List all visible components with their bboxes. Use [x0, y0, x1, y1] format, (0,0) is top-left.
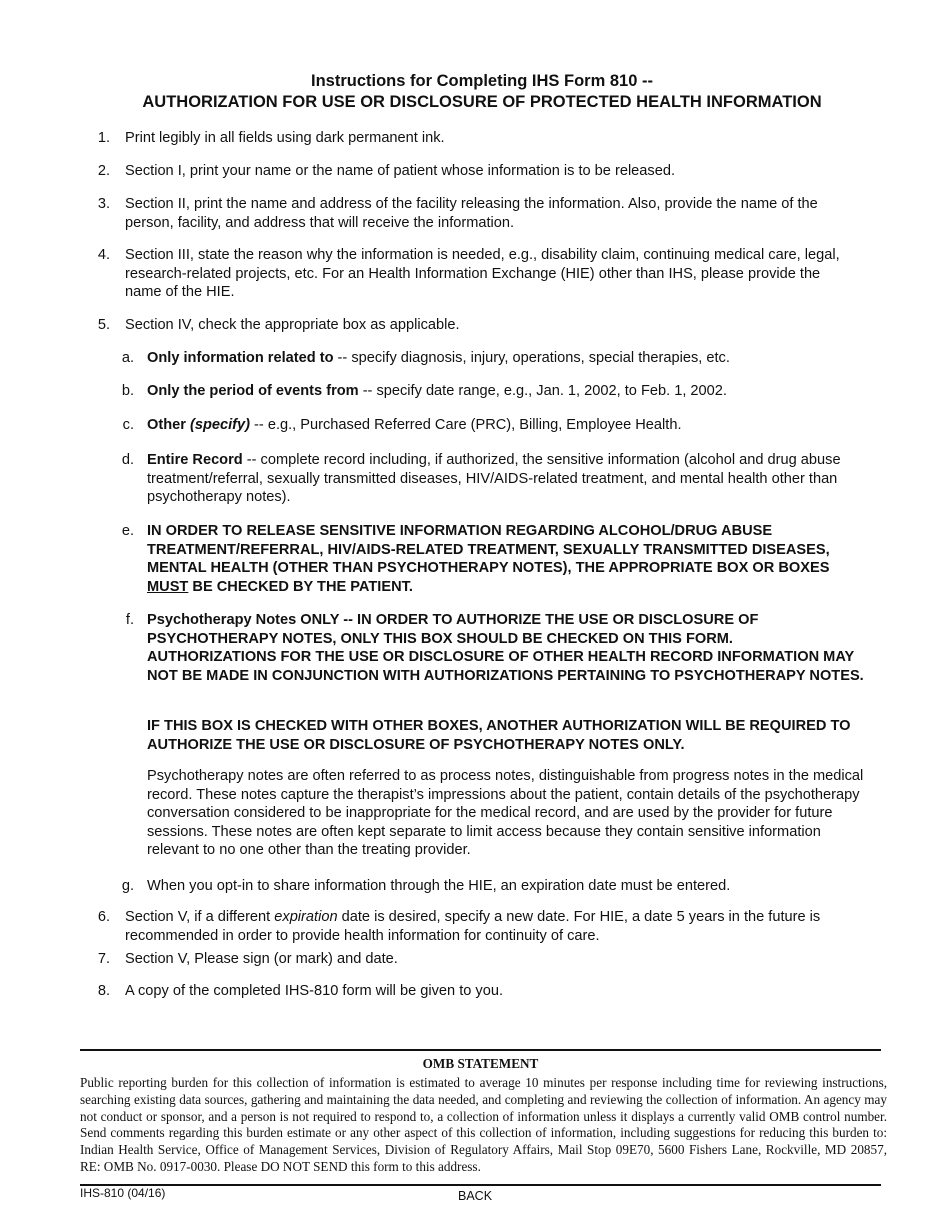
subitem-letter: a. — [121, 350, 134, 366]
subitem-description: -- complete record including, if authorized, the sensitive information (alcohol and drug abuse treatment/referral, sexually transmitted diseases, HIV/AIDS-related treatment, and mental health other than psychotherapy notes). — [147, 452, 841, 506]
subitem-text: When you opt-in to share information through the HIE, an expiration date must be entered. — [147, 878, 731, 894]
subitem-letter: f. — [125, 612, 134, 628]
subitem-f-para-3: Psychotherapy notes are often referred to as process notes, distinguishable from progress notes in the medical record. These notes capture the therapist’s impressions about the patient, contain details of the psychotherapy conversation considered to be inappropriate for the medical record, and are used by the provider for future sessions. These notes are often kept separate to limit access because they contain sensitive information relevant to no one other than the treating provider. — [147, 768, 864, 859]
back-label: BACK — [458, 1189, 493, 1203]
subitem-letter: g. — [121, 878, 134, 894]
subitem-text — [147, 451, 859, 507]
item-text: Section IV, check the appropriate box as applicable. — [125, 317, 460, 333]
item-text — [125, 908, 855, 945]
item-text: Section I, print your name or the name of patient whose information is to be released. — [125, 163, 676, 179]
subitem-text-part: IN ORDER TO RELEASE SENSITIVE INFORMATION REGARDING ALCOHOL/DRUG ABUSE TREATMENT/REFERRAL, HIV/AIDS-RELATED TREATMENT, SEXUALLY TRANSMITTED DISEASES, MENTAL HEALTH (OTHER THAN PSYCHOTHERAPY NOTES), THE APPROPRIATE BOX OR BOXES — [147, 523, 830, 577]
page-title — [0, 71, 950, 113]
subitem-letter: c. — [122, 417, 134, 433]
top-divider — [80, 1049, 881, 1051]
subitem-f-para-1: Psychotherapy Notes ONLY -- IN ORDER TO AUTHORIZE THE USE OR DISCLOSURE OF PSYCHOTHERAPY NOTES, ONLY THIS BOX SHOULD BE CHECKED ON THIS FORM. AUTHORIZATIONS FOR THE USE OR DISCLOSURE OF OTHER HEALTH RECORD INFORMATION MAY NOT BE MADE IN CONJUNCTION WITH AUTHORIZATIONS PERTAINING TO PSYCHOTHERAPY NOTES. — [147, 612, 864, 684]
item-number: 7. — [97, 951, 110, 967]
subitem-bold-label: Entire Record — [147, 452, 243, 468]
item-number: 5. — [97, 317, 110, 333]
title-line-1: Instructions for Completing IHS Form 810 -- — [311, 72, 653, 90]
subitem-text — [147, 349, 862, 368]
subitem-letter: d. — [121, 452, 134, 468]
title-line-2: AUTHORIZATION FOR USE OR DISCLOSURE OF PROTECTED HEALTH INFORMATION — [142, 93, 822, 111]
item-text: Section II, print the name and address of the facility releasing the information. Also, provide the name of the person, facility, and address that will receive the information. — [125, 196, 818, 231]
item-text: Section III, state the reason why the information is needed, e.g., disability claim, continuing medical care, legal, research-related projects, etc. For an Health Information Exchange (HIE) other than IHS, please provide the name of the HIE. — [125, 247, 840, 301]
item-number: 2. — [97, 163, 110, 179]
item-text: Section V, Please sign (or mark) and date. — [125, 951, 398, 967]
subitem-letter: b. — [121, 383, 134, 399]
subitem-f-para-2: IF THIS BOX IS CHECKED WITH OTHER BOXES, ANOTHER AUTHORIZATION WILL BE REQUIRED TO AUTHORIZE THE USE OR DISCLOSURE OF PSYCHOTHERAPY NOTES ONLY. — [147, 718, 851, 753]
item-number: 8. — [97, 983, 110, 999]
omb-body: Public reporting burden for this collection of information is estimated to average 10 minutes per response including time for reviewing instructions, searching existing data sources, gathering and maintaining the data needed, and completing and reviewing the collection of information. An agency may not conduct or sponsor, and a person is not required to respond to, a collection of information unless it displays a currently valid OMB control number. Send comments regarding this burden estimate or any other aspect of this collection of information, including suggestions for reducing this burden to: Indian Health Service, Office of Management Services, Division of Regulatory Affairs, Mail Stop 09E70, 5600 Fishers Lane, Rockville, MD 20857, RE: OMB No. 0917-0030. Please DO NOT SEND this form to this address. — [80, 1075, 887, 1174]
subitem-bold-label: Only information related to — [147, 350, 334, 366]
item-text: Print legibly in all fields using dark permanent ink. — [125, 130, 445, 146]
subitem-text — [147, 382, 862, 401]
item-number: 3. — [97, 196, 110, 212]
subitem-letter: e. — [121, 523, 134, 539]
italic-expiration: expiration — [274, 909, 338, 925]
item-number: 6. — [97, 909, 110, 925]
subitem-description: -- e.g., Purchased Referred Care (PRC), Billing, Employee Health. — [250, 417, 682, 433]
omb-title: OMB STATEMENT — [422, 1056, 539, 1071]
subitem-description: -- specify diagnosis, injury, operations, special therapies, etc. — [333, 350, 730, 366]
item-number: 1. — [97, 130, 110, 146]
subitem-bold-label: Other — [147, 417, 186, 433]
subitem-bold-italic-label: (specify) — [189, 417, 250, 433]
item-text: A copy of the completed IHS-810 form will be given to you. — [125, 983, 504, 999]
underlined-must: MUST — [147, 578, 189, 595]
item-number: 4. — [97, 247, 110, 263]
subitem-description: -- specify date range, e.g., Jan. 1, 2002, to Feb. 1, 2002. — [358, 383, 727, 399]
subitem-text — [147, 522, 852, 596]
subitem-text-part: BE CHECKED BY THE PATIENT. — [188, 578, 413, 595]
subitem-bold-label: Only the period of events from — [147, 383, 359, 399]
subitem-text — [147, 416, 862, 435]
item-text-part: Section V, if a different — [125, 909, 275, 925]
bottom-divider — [80, 1184, 881, 1186]
item-text-part: date is desired, specify a new date. For HIE, a date 5 years in the future is recommended in order to provide health information for continuity of care. — [125, 909, 821, 944]
form-id: IHS-810 (04/16) — [80, 1186, 166, 1200]
